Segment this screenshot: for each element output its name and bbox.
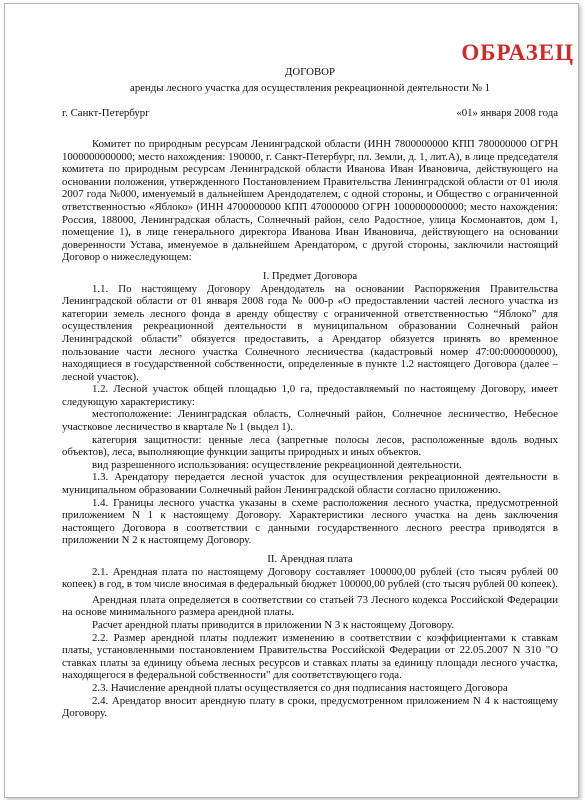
city: г. Санкт-Петербург [62, 107, 150, 119]
document-text [62, 138, 558, 720]
clause-1-2: 1.2. Лесной участок общей площадью 1,0 га, предоставляемый по настоящему Договору, имеет следующую характеристику: [62, 383, 558, 408]
location-text: местоположение: Ленинградская область, Солнечный район, Солнечное лесничество, Небесное участковое лесничество в квартале № 1 (выдел 1). [62, 408, 558, 434]
section-1-heading: I. Предмет Договора [262, 269, 358, 282]
clause-1-1: 1.1. По настоящему Договору Арендодатель на основании Распоряжения Правительства Ленинградской области от 01 января 2008 года № 000-р «О предоставлении частей лесного участка из категории земель лесного фонда в аренду обществу с ограниченной ответственностью “Яблоко” для осуществления рекреационной деятельности в муниципальном образовании Солнечный район Ленинградской области” обязуется предоставить, а Арендатор обязуется принять во временное пользование части лесного участка Солнечного лесничества (кадастровый номер 47:00:000000000), находящиеся в государственной собственности, определенные в пункте 1.2 настоящего Договора (далее – лесной участок). [62, 282, 558, 383]
clause-2-3: 2.3. Начисление арендной платы осуществляется со дня подписания настоящего Договора [92, 681, 508, 694]
permitted-use: вид разрешенного использования: осуществление рекреационной деятельности. [92, 458, 462, 471]
clause-2-4: 2.4. Арендатор вносит арендную плату в сроки, предусмотренном приложением N 4 к настоящему Договору. [62, 694, 558, 720]
clause-2-1: 2.1. Арендная плата по настоящему Договору составляет 100000,00 рублей (сто тысяч рублей 00 копеек) в год, в том числе вносимая в федеральный бюджет 100000,00 рублей (сто тысяч рублей 00 копеек). [62, 565, 558, 591]
clause-2-2: 2.2. Размер арендной платы подлежит изменению в соответствии с коэффициентами к ставкам платы, установленными постановлением Правительства Российской Федерации от 22.05.2007 N 310 "О ставках платы за единицу объема лесных ресурсов и ставках платы за единицу площади лесного участка, находящегося в федеральной собственности" для соответствующего года. [62, 631, 558, 682]
sample-stamp: ОБРАЗЕЦ [461, 40, 574, 65]
document-subtitle: аренды лесного участка для осуществления рекреационной деятельности № 1 [130, 82, 490, 94]
rent-calculation: Расчет арендной платы приводится в приложении N 3 к настоящему Договору. [92, 618, 455, 631]
place-date-line [62, 107, 558, 120]
section-2-heading: II. Арендная плата [267, 553, 353, 565]
document-page [4, 3, 579, 798]
preamble: Комитет по природным ресурсам Ленинградской области (ИНН 7800000000 КПП 780000000 ОГРН 1000000000000; место нахождения: 190000, г. Санкт-Петербург, пл. Земли, д. 1, лит.А), в лице председателя комитета по природным ресурсам Ленинградской области Иванова Иван Ивановича, действующего на основании положения, утвержденного Постановлением Правительства Ленинградской области от 01 июля 2007 года №000, именуемый в дальнейшем Арендодателем, с одной стороны, и Общество с ограниченной ответственностью «Яблоко» (ИНН 4700000000 КПП 470000000 ОГРН 1000000000000; место нахождения: Россия, 188000, Ленинградская область, Солнечный район, село Радостное, улица Космонавтов, дом 1, помещение 1), в лице генерального директора Иванова Иван Ивановича, действующего на основании доверенности Устава, именуемое в дальнейшем Арендатором, с другой стороны, заключили настоящий Договор о нижеследующем: [62, 138, 558, 264]
rent-determination: Арендная плата определяется в соответствии со статьей 73 Лесного кодекса Российской Федерации на основе минимального размера арендной платы. [62, 593, 558, 619]
protection-category: категория защитности: ценные леса (запретные полосы лесов, расположенные вдоль водных объектов), леса, выполняющие функции защиты природных и иных объектов. [62, 433, 558, 459]
contract-date: «01» января 2008 года [456, 107, 558, 119]
document-title: ДОГОВОР [285, 66, 335, 78]
clause-1-3: 1.3. Арендатору передается лесной участок для осуществления рекреационной деятельности в муниципальном образовании Солнечный район Ленинградской области согласно приложению. [62, 471, 558, 497]
clause-1-4: 1.4. Границы лесного участка указаны в схеме расположения лесного участка, предусмотренной приложением N 1 к настоящему Договору. Характеристики лесного участка на день заключения настоящего Договора в соответствии с данными государственного лесного реестра приводятся в приложении N 2 к настоящему Договору. [62, 496, 558, 547]
